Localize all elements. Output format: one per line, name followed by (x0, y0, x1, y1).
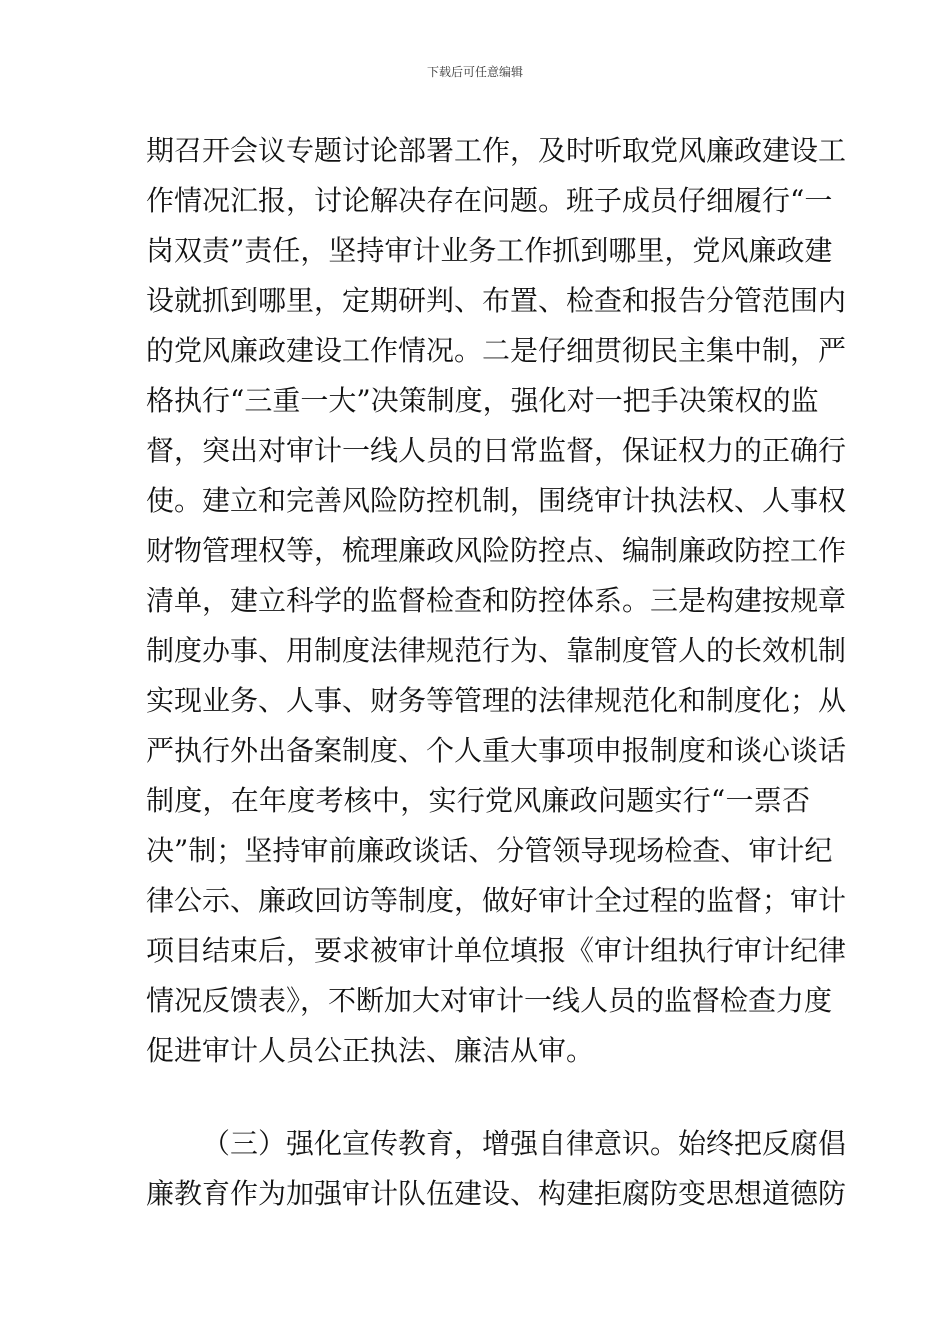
paragraph-2 (146, 1119, 847, 1219)
page-header-note: 下载后可任意编辑 (426, 65, 523, 79)
text-line: 实现业务、人事、财务等管理的法律规范化和制度化；从 (146, 684, 847, 717)
text-line: 使。建立和完善风险防控机制，围绕审计执法权、人事权 (146, 484, 847, 517)
text-line: 情况反馈表》，不断加大对审计一线人员的监督检查力度 (146, 984, 833, 1017)
text-line: 制度，在年度考核中，实行党风廉政问题实行“一票否 (146, 784, 810, 817)
text-line: 的党风廉政建设工作情况。二是仔细贯彻民主集中制，严 (146, 334, 847, 367)
text-line: 格执行“三重一大”决策制度，强化对一把手决策权的监 (146, 384, 819, 417)
text-line: 廉教育作为加强审计队伍建设、构建拒腐防变思想道德防 (146, 1177, 847, 1210)
text-line: 严执行外出备案制度、个人重大事项申报制度和谈心谈话 (146, 734, 847, 767)
text-line: 律公示、廉政回访等制度，做好审计全过程的监督；审计 (146, 884, 847, 917)
paragraph-1 (146, 126, 847, 1076)
text-line: 项目结束后，要求被审计单位填报《审计组执行审计纪律 (146, 934, 847, 967)
text-line: 岗双责”责任，坚持审计业务工作抓到哪里，党风廉政建 (146, 234, 833, 267)
text-line: 作情况汇报，讨论解决存在问题。班子成员仔细履行“一 (146, 184, 833, 217)
text-line: 决”制；坚持审前廉政谈话、分管领导现场检查、审计纪 (146, 834, 833, 867)
text-line: 促进审计人员公正执法、廉洁从审。 (146, 1034, 595, 1067)
text-line: 督，突出对审计一线人员的日常监督，保证权力的正确行 (146, 434, 847, 467)
text-line: 期召开会议专题讨论部署工作，及时听取党风廉政建设工 (146, 134, 847, 167)
text-line: 财物管理权等，梳理廉政风险防控点、编制廉政防控工作 (146, 534, 847, 567)
text-line: （三）强化宣传教育，增强自律意识。始终把反腐倡 (202, 1127, 847, 1160)
text-line: 设就抓到哪里，定期研判、布置、检查和报告分管范围内 (146, 284, 847, 317)
text-line: 制度办事、用制度法律规范行为、靠制度管人的长效机制 (146, 634, 847, 667)
text-line: 清单，建立科学的监督检查和防控体系。三是构建按规章 (146, 584, 847, 617)
